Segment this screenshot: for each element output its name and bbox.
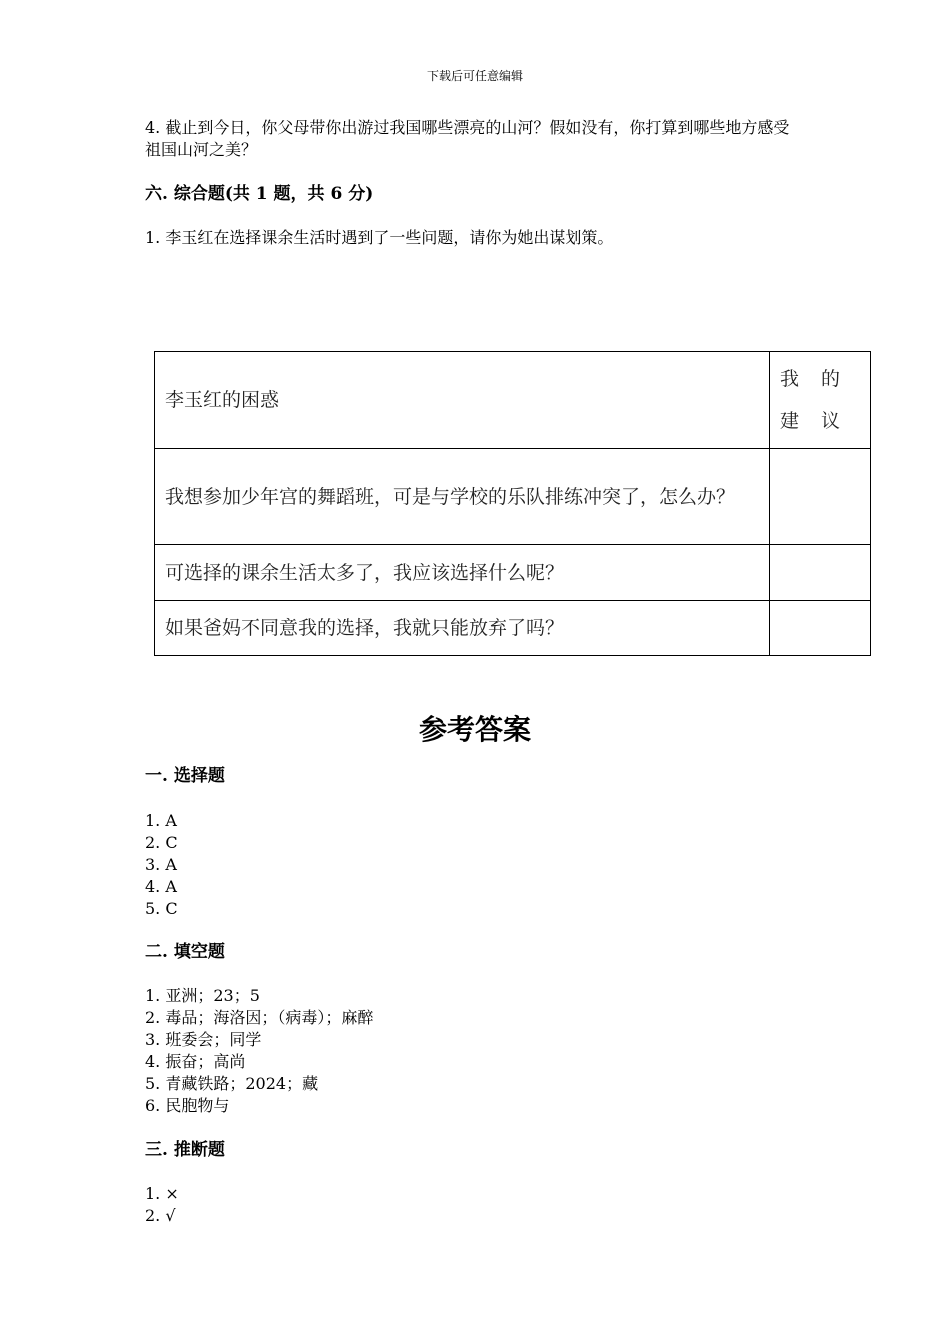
list-item: 5. 青藏铁路；2024；藏	[145, 1074, 319, 1093]
advice-table	[154, 351, 871, 656]
table-row	[155, 545, 871, 601]
section-6-question-1: 1. 李玉红在选择课余生活时遇到了一些问题，请你为她出谋划策。	[145, 228, 614, 247]
answers-section-2-title: 二. 填空题	[145, 942, 225, 962]
list-item: 2. 毒品；海洛因；（病毒）；麻醉	[145, 1008, 374, 1027]
list-item: 2. C	[145, 833, 178, 852]
confusion-cell: 如果爸妈不同意我的选择，我就只能放弃了吗？	[155, 601, 770, 656]
answers-title: 参考答案	[418, 713, 531, 746]
answers-section-1-list	[145, 810, 178, 920]
answers-section-2-list	[145, 985, 373, 1117]
answers-section-3-title: 三. 推断题	[145, 1140, 225, 1160]
list-item: 5. C	[145, 899, 178, 918]
question-4: 4. 截止到今日，你父母带你出游过我国哪些漂亮的山河？假如没有，你打算到哪些地方感受祖国山河之美？	[145, 118, 790, 159]
page-header: 下载后可任意编辑	[426, 69, 523, 83]
list-item: 2. √	[145, 1206, 176, 1225]
advice-cell[interactable]	[770, 601, 871, 656]
answers-section-1-title: 一. 选择题	[145, 766, 225, 786]
table-row	[155, 601, 871, 656]
list-item: 3. 班委会；同学	[145, 1030, 262, 1049]
advice-cell[interactable]	[770, 545, 871, 601]
col2-header: 我 的 建 议	[770, 352, 871, 449]
list-item: 4. 振奋；高尚	[145, 1052, 246, 1071]
list-item: 4. A	[145, 877, 177, 896]
list-item: 1. ×	[145, 1184, 179, 1203]
table-header-row	[155, 352, 871, 449]
advice-cell[interactable]	[770, 449, 871, 545]
table-row	[155, 449, 871, 545]
list-item: 1. A	[145, 811, 177, 830]
confusion-cell: 我想参加少年宫的舞蹈班，可是与学校的乐队排练冲突了，怎么办？	[155, 449, 770, 545]
section-6-title: 六. 综合题(共 1 题，共 6 分)	[145, 184, 374, 204]
answers-section-3-list	[145, 1183, 179, 1227]
list-item: 3. A	[145, 855, 177, 874]
list-item: 1. 亚洲；23；5	[145, 986, 260, 1005]
confusion-cell: 可选择的课余生活太多了，我应该选择什么呢？	[155, 545, 770, 601]
col1-header: 李玉红的困惑	[155, 352, 770, 449]
list-item: 6. 民胞物与	[145, 1096, 230, 1115]
